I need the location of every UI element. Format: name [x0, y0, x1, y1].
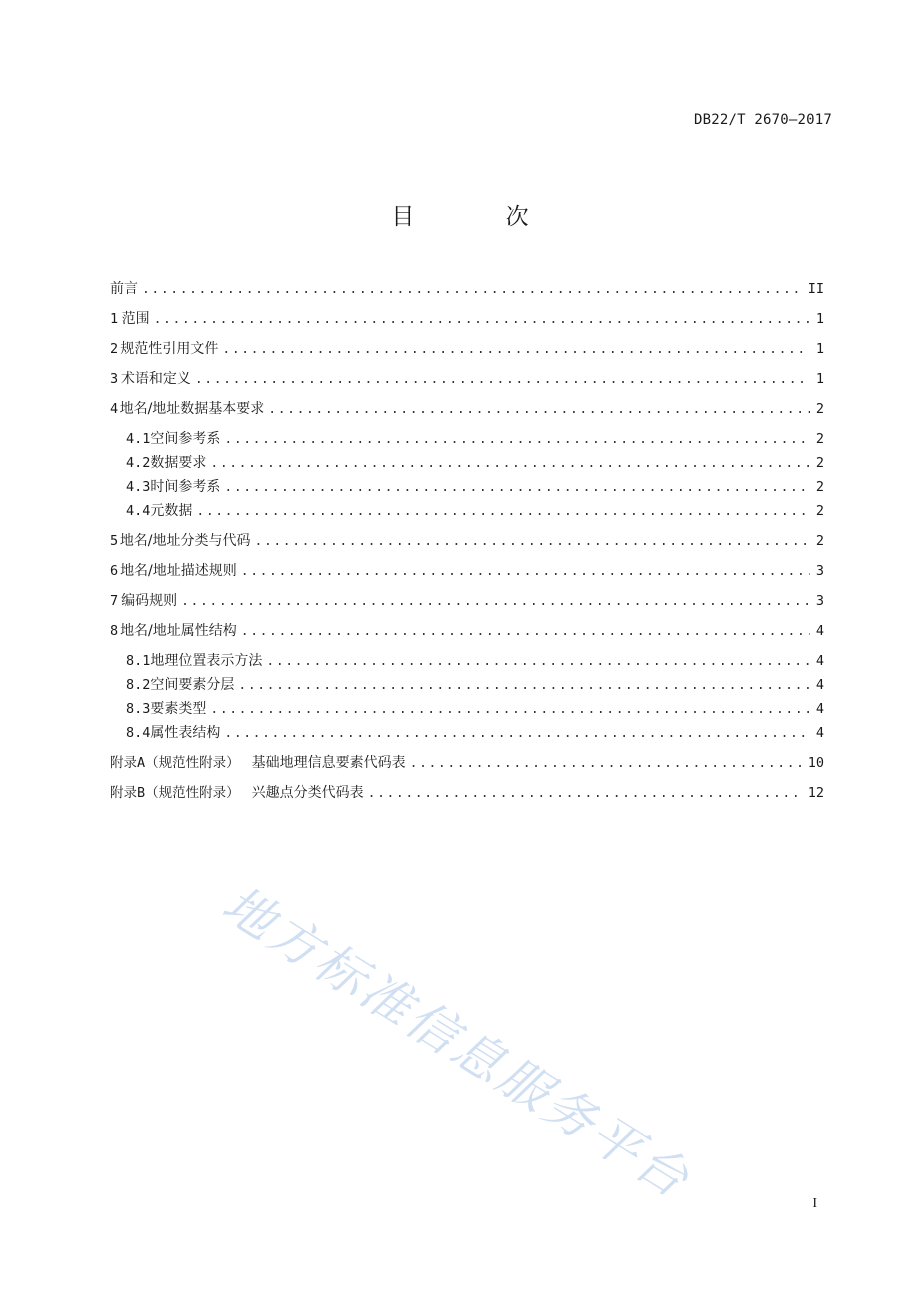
toc-entry-page: 1 — [815, 371, 824, 387]
toc-dot-leader — [410, 753, 802, 775]
page-number: I — [812, 1196, 817, 1211]
toc-entry[interactable] — [126, 722, 824, 744]
toc-entry[interactable] — [126, 476, 824, 498]
toc-dot-leader — [210, 453, 809, 475]
toc-dot-leader — [210, 699, 809, 721]
toc-entry-label: 空间要素分层 — [150, 677, 235, 693]
toc-dot-leader — [224, 429, 809, 451]
toc-entry-number: 2 — [110, 341, 119, 357]
toc-entry-page: 12 — [807, 785, 824, 801]
toc-entry-label: 术语和定义 — [120, 371, 191, 387]
toc-entry-label: 属性表结构 — [150, 725, 221, 741]
toc-entry-label: 范围 — [121, 311, 150, 327]
standard-code: DB22/T 2670—2017 — [693, 112, 832, 128]
toc-entry-page: 2 — [815, 401, 824, 417]
toc-entry-label: 地名/地址描述规则 — [120, 563, 237, 579]
toc-entry[interactable] — [126, 428, 824, 450]
toc-dot-leader — [181, 591, 810, 613]
toc-entry-label: 前言 — [110, 281, 138, 297]
toc-dot-leader — [195, 369, 810, 391]
toc-dot-leader — [268, 399, 810, 421]
toc-entry[interactable] — [110, 560, 824, 582]
toc-entry-page: 2 — [815, 533, 824, 549]
toc-dot-leader — [241, 561, 810, 583]
toc-entry[interactable] — [110, 308, 824, 330]
toc-entry-number: 3 — [110, 371, 119, 387]
toc-entry-number: 4 — [110, 401, 119, 417]
toc-entry-number: 5 — [110, 533, 119, 549]
toc-entry[interactable] — [110, 338, 824, 360]
toc-entry-label: 空间参考系 — [150, 431, 221, 447]
toc-entry-label: 元数据 — [150, 503, 193, 519]
toc-entry-page: 1 — [815, 311, 824, 327]
toc-entry-page: 4 — [815, 677, 824, 693]
toc-entry-number: 8.3 — [126, 701, 151, 717]
toc-dot-leader — [154, 309, 810, 331]
toc-dot-leader — [266, 651, 809, 673]
toc-entry[interactable] — [110, 590, 824, 612]
toc-entry-number: 1 — [110, 311, 119, 327]
toc-entry[interactable] — [126, 674, 824, 696]
toc-entry-number: 附录A（规范性附录） — [110, 755, 240, 771]
toc-dot-leader — [238, 675, 809, 697]
toc-entry-label: 要素类型 — [150, 701, 207, 717]
toc-entry-page: 2 — [815, 455, 824, 471]
toc-entry[interactable] — [110, 782, 824, 804]
toc-entry-page: 3 — [815, 563, 824, 579]
toc-entry-page: 4 — [815, 701, 824, 717]
toc-dot-leader — [368, 783, 802, 805]
toc-entry-number: 8.2 — [126, 677, 151, 693]
toc-entry-number: 8.4 — [126, 725, 151, 741]
toc-dot-leader — [224, 723, 809, 745]
toc-entry-number: 4.3 — [126, 479, 151, 495]
toc-dot-leader — [241, 621, 810, 643]
toc-dot-leader — [222, 339, 809, 361]
toc-entry-number: 8 — [110, 623, 119, 639]
toc-entry-label: 地名/地址数据基本要求 — [119, 401, 265, 417]
toc-entry-label: 兴趣点分类代码表 — [251, 785, 364, 801]
toc-entry-page: 10 — [807, 755, 824, 771]
toc-entry-label: 地名/地址属性结构 — [120, 623, 237, 639]
toc-entry[interactable] — [110, 278, 824, 300]
toc-entry-label: 规范性引用文件 — [120, 341, 219, 357]
toc-entry-label: 基础地理信息要素代码表 — [251, 755, 406, 771]
toc-entry[interactable] — [110, 620, 824, 642]
toc-entry-label: 编码规则 — [121, 593, 178, 609]
toc-entry-label: 数据要求 — [150, 455, 207, 471]
toc-entry[interactable] — [110, 752, 824, 774]
toc-entry-number: 4.1 — [126, 431, 151, 447]
toc-dot-leader — [224, 477, 809, 499]
toc-entry-page: II — [807, 281, 824, 297]
toc-entry-number: 附录B（规范性附录） — [110, 785, 240, 801]
toc-entry-page: 4 — [815, 623, 824, 639]
toc-entry-label: 地名/地址分类与代码 — [119, 533, 251, 549]
toc-entry-page: 4 — [815, 653, 824, 669]
toc-entry-number: 4.4 — [126, 503, 151, 519]
toc-dot-leader — [142, 279, 802, 301]
toc-entry-page: 4 — [815, 725, 824, 741]
toc-entry-page: 3 — [815, 593, 824, 609]
toc-entry-page: 2 — [815, 431, 824, 447]
toc-entry-number: 8.1 — [126, 653, 151, 669]
toc-dot-leader — [196, 501, 809, 523]
toc-entry-label: 时间参考系 — [150, 479, 221, 495]
toc-entry-page: 2 — [815, 479, 824, 495]
toc-entry[interactable] — [110, 530, 824, 552]
toc-entry[interactable] — [126, 698, 824, 720]
toc-entry-label: 地理位置表示方法 — [150, 653, 263, 669]
toc-entry-number: 4.2 — [126, 455, 151, 471]
toc-entry[interactable] — [126, 452, 824, 474]
toc-entry[interactable] — [126, 500, 824, 522]
watermark: 地方标准信息服务平台 — [212, 874, 702, 1211]
toc-entry-number: 6 — [110, 563, 119, 579]
toc-dot-leader — [255, 531, 810, 553]
toc-entry[interactable] — [110, 368, 824, 390]
page-title: 目 次 — [391, 204, 571, 230]
toc-entry-number: 7 — [110, 593, 119, 609]
toc-entry-page: 2 — [815, 503, 824, 519]
toc-entry[interactable] — [110, 398, 824, 420]
toc-entry-page: 1 — [815, 341, 824, 357]
toc-entry[interactable] — [126, 650, 824, 672]
